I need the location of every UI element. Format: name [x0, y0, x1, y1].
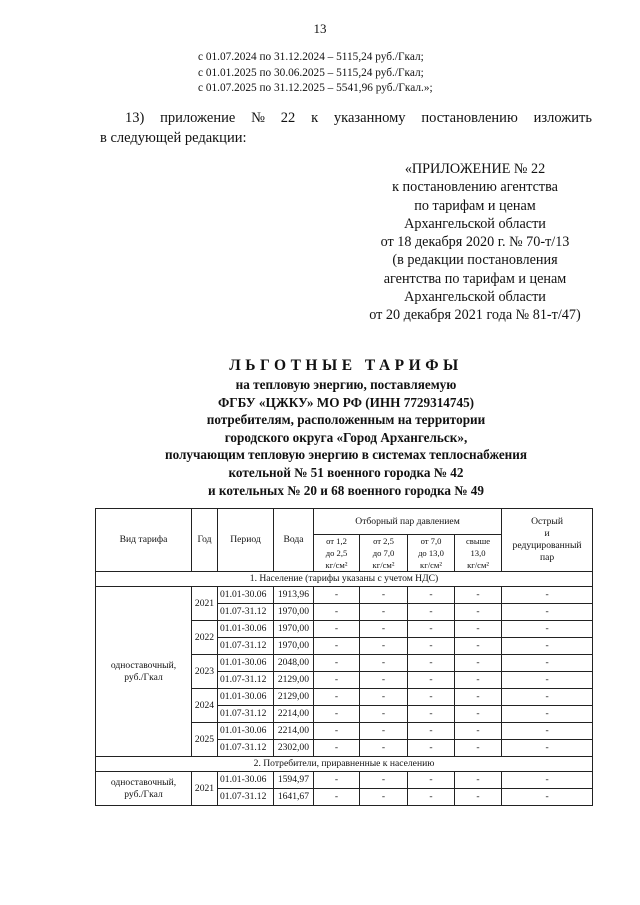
- word: к: [311, 110, 319, 126]
- header-year: Год: [192, 509, 218, 572]
- dash-cell: -: [455, 604, 502, 621]
- water-cell: 2302,00: [274, 740, 314, 757]
- dash-cell: -: [360, 638, 408, 655]
- word: №: [251, 110, 265, 126]
- dash-cell: -: [360, 672, 408, 689]
- appendix-line: агентства по тарифам и ценам: [383, 270, 567, 287]
- dash-cell: -: [502, 672, 593, 689]
- period-cell: 01.01-30.06: [218, 723, 274, 740]
- appendix-line: от 20 декабря 2021 года № 81-т/47): [369, 307, 581, 324]
- pressure-line: до 2,5: [325, 548, 348, 558]
- water-cell: 2214,00: [274, 706, 314, 723]
- header-water: Вода: [274, 509, 314, 572]
- dash-cell: -: [360, 689, 408, 706]
- period-cell: 01.07-31.12: [218, 638, 274, 655]
- dash-cell: -: [455, 587, 502, 604]
- pressure-line: до 7,0: [372, 548, 395, 558]
- word: указанному: [333, 110, 406, 126]
- dash-cell: -: [408, 621, 455, 638]
- dash-cell: -: [314, 689, 360, 706]
- title-line: ФГБУ «ЦЖКУ» МО РФ (ИНН 7729314745): [217, 394, 475, 410]
- title-heading: ЛЬГОТНЫЕ ТАРИФЫ: [229, 357, 463, 374]
- dash-cell: -: [314, 789, 360, 806]
- header-tariff-type: Вид тарифа: [96, 509, 192, 572]
- pressure-line: 13,0: [470, 548, 486, 558]
- dash-cell: -: [502, 604, 593, 621]
- dash-cell: -: [502, 789, 593, 806]
- amendment-line-1: [100, 108, 592, 128]
- tariff-type-line: руб./Гкал: [124, 788, 163, 800]
- dash-cell: -: [502, 706, 593, 723]
- title-line: на тепловую энергию, поставляемую: [235, 377, 457, 392]
- tariff-table: [95, 508, 593, 806]
- prev-line: с 01.07.2025 по 31.12.2025 – 5541,96 руб./Гкал.»;: [198, 82, 433, 94]
- period-cell: 01.01-30.06: [218, 689, 274, 706]
- dash-cell: -: [455, 621, 502, 638]
- dash-cell: -: [502, 723, 593, 740]
- year-cell: 2025: [192, 723, 218, 757]
- section-title: 2. Потребители, приравненные к населению: [96, 757, 593, 772]
- water-cell: 1913,96: [274, 587, 314, 604]
- title-line: котельной № 51 военного городка № 42: [228, 464, 464, 480]
- word: изложить: [533, 110, 592, 126]
- word: постановлению: [421, 110, 518, 126]
- year-cell: 2021: [192, 587, 218, 621]
- period-cell: 01.01-30.06: [218, 655, 274, 672]
- year-cell: 2023: [192, 655, 218, 689]
- pressure-line: до 13,0: [418, 548, 444, 558]
- word: 22: [280, 110, 296, 126]
- dash-cell: -: [455, 706, 502, 723]
- pressure-line: от 2,5: [373, 536, 394, 546]
- dash-cell: -: [360, 740, 408, 757]
- water-cell: 2129,00: [274, 689, 314, 706]
- section-title: 1. Население (тарифы указаны с учетом НДС): [96, 572, 593, 587]
- title-line: городского округа «Город Архангельск»,: [224, 429, 468, 445]
- appendix-line: по тарифам и ценам: [414, 197, 536, 214]
- dash-cell: -: [360, 772, 408, 789]
- dash-cell: -: [455, 740, 502, 757]
- dash-cell: -: [455, 723, 502, 740]
- dash-cell: -: [314, 638, 360, 655]
- pressure-line: кг/см²: [420, 560, 442, 570]
- dash-cell: -: [314, 772, 360, 789]
- appendix-line: к постановлению агентства: [392, 179, 558, 196]
- period-cell: 01.01-30.06: [218, 621, 274, 638]
- dash-cell: -: [360, 604, 408, 621]
- previous-tariff-lines: [198, 50, 433, 97]
- header-pressure-4: [455, 535, 502, 572]
- header-sharp-line: пар: [539, 552, 555, 563]
- appendix-line: Архангельской области: [404, 289, 546, 306]
- header-pressure-3: [408, 535, 455, 572]
- dash-cell: -: [408, 587, 455, 604]
- pressure-line: от 7,0: [420, 536, 442, 546]
- dash-cell: -: [314, 706, 360, 723]
- water-cell: 1594,97: [274, 772, 314, 789]
- document-title: [100, 357, 592, 499]
- tariff-type-cell: [96, 772, 192, 806]
- period-cell: 01.07-31.12: [218, 706, 274, 723]
- dash-cell: -: [360, 706, 408, 723]
- dash-cell: -: [455, 638, 502, 655]
- period-cell: 01.01-30.06: [218, 587, 274, 604]
- dash-cell: -: [455, 772, 502, 789]
- dash-cell: -: [408, 772, 455, 789]
- dash-cell: -: [455, 672, 502, 689]
- dash-cell: -: [408, 706, 455, 723]
- water-cell: 1970,00: [274, 604, 314, 621]
- year-cell: 2021: [192, 772, 218, 806]
- header-sharp-steam: [502, 509, 593, 572]
- dash-cell: -: [455, 655, 502, 672]
- period-cell: 01.07-31.12: [218, 672, 274, 689]
- period-cell: 01.07-31.12: [218, 740, 274, 757]
- dash-cell: -: [408, 604, 455, 621]
- title-line: и котельных № 20 и 68 военного городка № 49: [208, 482, 484, 498]
- dash-cell: -: [408, 689, 455, 706]
- dash-cell: -: [314, 723, 360, 740]
- dash-cell: -: [455, 689, 502, 706]
- appendix-line: от 18 декабря 2020 г. № 70-т/13: [380, 234, 570, 251]
- header-steam: Отборный пар давлением: [314, 509, 502, 535]
- dash-cell: -: [314, 740, 360, 757]
- dash-cell: -: [314, 621, 360, 638]
- dash-cell: -: [360, 655, 408, 672]
- amendment-paragraph: [100, 108, 592, 148]
- water-cell: 1641,67: [274, 789, 314, 806]
- header-sharp-line: Острый: [531, 516, 563, 527]
- appendix-line: (в редакции постановления: [392, 252, 558, 269]
- dash-cell: -: [408, 638, 455, 655]
- water-cell: 1970,00: [274, 621, 314, 638]
- pressure-line: свыше: [465, 536, 491, 546]
- dash-cell: -: [502, 655, 593, 672]
- water-cell: 2214,00: [274, 723, 314, 740]
- tariff-type-line: одноставочный,: [110, 659, 177, 671]
- header-pressure-2: [360, 535, 408, 572]
- dash-cell: -: [502, 689, 593, 706]
- dash-cell: -: [408, 672, 455, 689]
- dash-cell: -: [360, 587, 408, 604]
- tariff-type-line: одноставочный,: [110, 776, 177, 788]
- dash-cell: -: [502, 621, 593, 638]
- water-cell: 1970,00: [274, 638, 314, 655]
- pressure-line: кг/см²: [372, 560, 395, 570]
- dash-cell: -: [408, 655, 455, 672]
- word: приложение: [160, 110, 236, 126]
- dash-cell: -: [314, 672, 360, 689]
- dash-cell: -: [314, 655, 360, 672]
- dash-cell: -: [502, 772, 593, 789]
- period-cell: 01.07-31.12: [218, 789, 274, 806]
- pressure-line: кг/см²: [325, 560, 348, 570]
- prev-line: с 01.01.2025 по 30.06.2025 – 5115,24 руб./Гкал;: [198, 66, 424, 79]
- tariff-type-cell: [96, 587, 192, 757]
- title-line: потребителям, расположенным на территории: [206, 412, 486, 428]
- dash-cell: -: [408, 723, 455, 740]
- dash-cell: -: [360, 723, 408, 740]
- tariff-type-line: руб./Гкал: [124, 671, 163, 683]
- word: 13): [125, 110, 145, 126]
- title-line: получающим тепловую энергию в системах теплоснабжения: [164, 447, 528, 463]
- dash-cell: -: [314, 587, 360, 604]
- amendment-line-2: в следующей редакции:: [100, 130, 247, 146]
- dash-cell: -: [502, 638, 593, 655]
- pressure-line: кг/см²: [467, 560, 489, 570]
- dash-cell: -: [502, 587, 593, 604]
- header-period: Период: [218, 509, 274, 572]
- page-number: 13: [313, 21, 327, 36]
- dash-cell: -: [408, 740, 455, 757]
- pressure-line: от 1,2: [326, 536, 347, 546]
- appendix-header: [340, 160, 610, 325]
- dash-cell: -: [360, 789, 408, 806]
- dash-cell: -: [455, 789, 502, 806]
- appendix-line: «ПРИЛОЖЕНИЕ № 22: [404, 161, 546, 177]
- dash-cell: -: [408, 789, 455, 806]
- period-cell: 01.01-30.06: [218, 772, 274, 789]
- header-sharp-line: редуцированный: [512, 540, 582, 551]
- water-cell: 2129,00: [274, 672, 314, 689]
- header-sharp-line: и: [544, 528, 550, 539]
- header-pressure-1: [314, 535, 360, 572]
- dash-cell: -: [360, 621, 408, 638]
- dash-cell: -: [502, 740, 593, 757]
- year-cell: 2024: [192, 689, 218, 723]
- year-cell: 2022: [192, 621, 218, 655]
- prev-line: с 01.07.2024 по 31.12.2024 – 5115,24 руб./Гкал;: [198, 51, 424, 63]
- period-cell: 01.07-31.12: [218, 604, 274, 621]
- dash-cell: -: [314, 604, 360, 621]
- water-cell: 2048,00: [274, 655, 314, 672]
- appendix-line: Архангельской области: [404, 215, 546, 232]
